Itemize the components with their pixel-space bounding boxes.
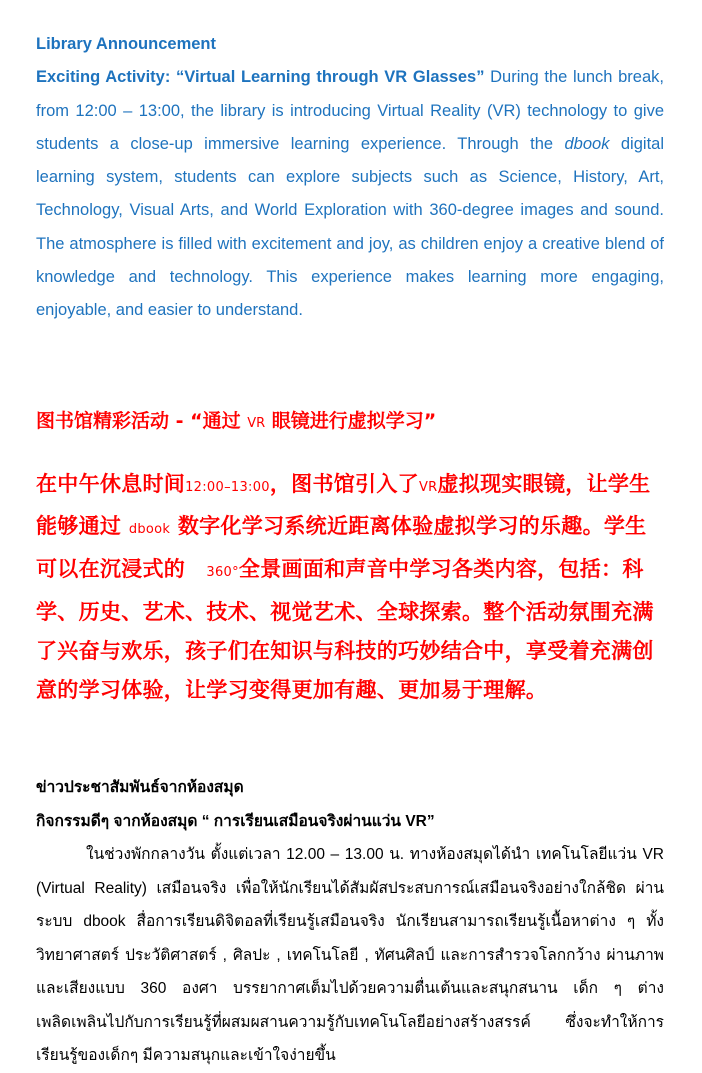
chinese-body-text-3: 虚拟现实眼镜，让学生能够通过 bbox=[36, 471, 651, 539]
english-title: Library Announcement bbox=[36, 35, 216, 53]
chinese-body-dbook: dbook bbox=[128, 522, 171, 538]
english-activity-label: Exciting Activity bbox=[36, 68, 165, 87]
chinese-title bbox=[36, 406, 664, 439]
chinese-body-vr: VR bbox=[418, 479, 438, 495]
chinese-body-text-1: 在中午休息时间 bbox=[36, 471, 186, 496]
chinese-section bbox=[36, 406, 664, 710]
thai-subtitle: กิจกรรมดีๆ จากห้องสมุด “ การเรียนเสมือนจริงผ่านแว่น VR” bbox=[36, 812, 435, 830]
english-body-text-2: digital learning system, students can explore subjects such as Science, History, Art, Technology, Visual Arts, and World Exploration with 360-degree images and sound. The atmosphere is filled with excitement and joy, as children enjoy a creative blend of knowledge and technology. This experience makes learning more engaging, enjoyable, and easier to understand. bbox=[36, 134, 664, 320]
chinese-body-text-5: 全景画面和声音中学习各类内容，包括：科学、历史、艺术、技术、视觉艺术、全球探索。整个活动氛围充满了兴奋与欢乐，孩子们在知识与科技的巧妙结合中，享受着充满创意的学习体验，让学习变得更加有趣、更加易于理解。 bbox=[36, 557, 654, 702]
chinese-body-text-4: 数字化学习系统近距离体验虚拟学习的乐趣。学生可以在沉浸式的 bbox=[36, 514, 647, 582]
english-dbook-term: dbook bbox=[564, 134, 610, 153]
thai-body: ในช่วงพักกลางวัน ตั้งแต่เวลา 12.00 – 13.00 น. ทางห้องสมุดได้นำ เทคโนโลยีแว่น VR (Virtual Reality) เสมือนจริง เพื่อให้นักเรียนได้สัมผัสประสบการณ์เสมือนจริงอย่างใกล้ชิด ผ่านระบบ dbook สื่อการเรียนดิจิตอลที่เรียนรู้เสมือนจริง นักเรียนสามารถเรียนรู้เนื้อหาต่าง ๆ ทั้งวิทยาศาสตร์ ประวัติศาสตร์ , ศิลปะ , เทคโนโลยี , ทัศนศิลป์ และการสำรวจโลกกว้าง ผ่านภาพและเสียงแบบ 360 องศา บรรยากาศเต็มไปด้วยความตื่นเต้นและสนุกสนาน เด็ก ๆ ต่างเพลิดเพลินไปกับการเรียนรู้ที่ผสมผสานความรู้กับเทคโนโลยีอย่างสร้างสรรค์ ซึ่งจะทำให้การเรียนรู้ของเด็กๆ มีความสนุกและเข้าใจง่ายขึ้น bbox=[36, 846, 664, 1065]
chinese-title-text-2: 眼镜进行虚拟学习” bbox=[265, 409, 437, 432]
chinese-body bbox=[36, 465, 664, 710]
english-body-text-1: During the lunch break, from 12:00 – 13:00, the library is introducing Virtual Reality (VR) technology to give students a close-up immersive learning experience. Through the bbox=[36, 68, 664, 153]
english-body bbox=[36, 61, 664, 327]
chinese-body-time: 12:00–13:00 bbox=[185, 479, 270, 495]
thai-section bbox=[36, 771, 664, 1073]
chinese-body-360: 360° bbox=[206, 565, 239, 581]
chinese-body-text-2: ，图书馆引入了 bbox=[269, 471, 419, 496]
english-section bbox=[36, 28, 664, 328]
chinese-title-text-1: 图书馆精彩活动 - “通过 bbox=[36, 409, 248, 432]
thai-title: ข่าวประชาสัมพันธ์จากห้องสมุด bbox=[36, 779, 244, 797]
english-activity-name: : “Virtual Learning through VR Glasses” bbox=[164, 68, 485, 87]
chinese-title-vr: VR bbox=[247, 415, 266, 431]
announcement-document bbox=[36, 28, 664, 1073]
